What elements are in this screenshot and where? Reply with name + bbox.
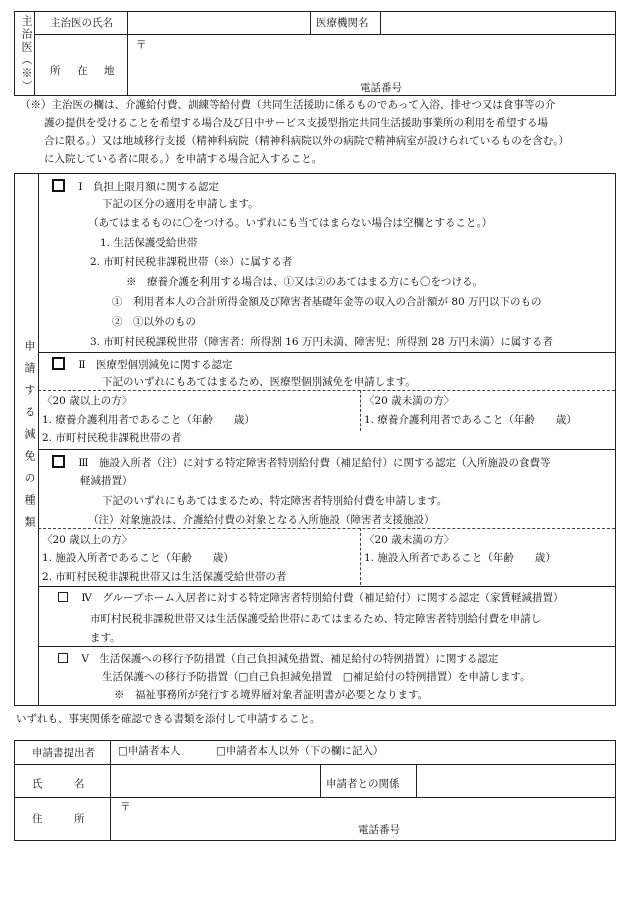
submitter-option-self[interactable]: □申請者本人 — [118, 745, 181, 757]
section-3-minor-heading: 〈20 歳未満の方〉 — [364, 534, 455, 546]
section-1-checkbox[interactable] — [52, 179, 65, 192]
doctor-note-line-3: 合に限る。）又は地域移行支援（精神科病院（精神科病院以外の病院で精神病室が設けられているものを含む。） — [44, 135, 569, 147]
section-3-checkbox[interactable] — [52, 455, 65, 468]
doctor-phone-label: 電話番号 — [360, 82, 402, 94]
footer-note: いずれも、事実関係を確認できる書類を添付して申請すること。 — [16, 713, 321, 725]
section-3-line-1: 下記のいずれにもあてはまるため、特定障害者特別給付費を申請します。 — [102, 495, 448, 507]
section-2-adult-item-2: 2. 市町村民税非課税世帯の者 — [42, 432, 182, 444]
section-1-line-5: ※ 療養介護を利用する場合は、①又は②のあてはまる方にも〇をつける。 — [126, 276, 483, 288]
doctor-postal-mark: 〒 — [136, 39, 147, 51]
section-1-line-4: 2. 市町村民税非課税世帯（※）に属する者 — [90, 256, 293, 268]
submitter-label: 申請書提出者 — [32, 747, 95, 759]
section-3-minor-item-1: 1. 施設入所者であること（年齢 歳） — [364, 552, 556, 564]
relation-label: 申請者との関係 — [326, 778, 400, 790]
section-2-adult-item-1: 1. 療養介護利用者であること（年齢 歳） — [42, 414, 255, 426]
section-2-minor-item-1: 1. 療養介護利用者であること（年齢 歳） — [364, 414, 577, 426]
section-4-line-2: ます。 — [90, 632, 121, 644]
section-1-line-7: ② ①以外のもの — [112, 316, 196, 328]
institution-field[interactable] — [383, 13, 611, 32]
doctor-side-label: 主治医（※） — [20, 15, 33, 93]
section-5-line-2: ※ 福祉事務所が発行する境界層対象者証明書が必要となります。 — [114, 689, 429, 701]
reduction-side-label: 申請する減免の種類 — [23, 340, 36, 538]
doctor-name-label: 主治医の氏名 — [50, 17, 113, 29]
submitter-phone-label: 電話番号 — [358, 824, 400, 836]
section-1-title: Ⅰ 負担上限月額に関する認定 — [52, 179, 219, 194]
submitter-address-label: 住 所 — [32, 813, 85, 825]
submitter-name-label: 氏 名 — [32, 778, 85, 790]
doctor-note-line-1: （※）主治医の欄は、介護給付費、訓練等給付費（共同生活援助に係るものであって入浴、排せつ又は食事等の介 — [20, 99, 556, 111]
submitter-postal-mark: 〒 — [120, 801, 131, 813]
section-3-title: Ⅲ 施設入所者（注）に対する特定障害者特別給付費（補足給付）に関する認定（入所施設の食費等 — [52, 455, 550, 470]
section-1-line-1: 下記の区分の適用を申請します。 — [102, 198, 259, 210]
section-3-title-cont: 軽減措置） — [80, 475, 133, 487]
section-1-line-6: ① 利用者本人の合計所得金額及び障害者基礎年金等の収入の合計額が 80 万円以下のもの — [112, 296, 542, 308]
doctor-name-field[interactable] — [130, 13, 308, 32]
section-4-checkbox[interactable] — [58, 592, 68, 602]
submitter-address-field[interactable] — [114, 800, 610, 822]
section-1-line-2: （あてはまるものに〇をつける。いずれにも当てはまらない場合は空欄とすること。） — [88, 217, 493, 229]
doctor-note-line-4: に入院している者に限る。）を申請する場合記入すること。 — [44, 153, 323, 165]
section-2-line-1: 下記のいずれにもあてはまるため、医療型個別減免を申請します。 — [102, 376, 416, 388]
section-2-title: Ⅱ 医療型個別減免に関する認定 — [52, 357, 232, 372]
section-5-title: Ⅴ 生活保護への移行予防措置（自己負担減免措置、補足給付の特例措置）に関する認定 — [58, 652, 498, 666]
doctor-address-field[interactable] — [130, 37, 610, 77]
section-4-title: Ⅳ グループホーム入居者に対する特定障害者特別給付費（補足給付）に関する認定（家賃軽減措置） — [58, 591, 564, 605]
section-2-minor-heading: 〈20 歳未満の方〉 — [364, 395, 455, 407]
relation-field[interactable] — [420, 767, 610, 794]
section-5-checkbox[interactable] — [58, 653, 68, 663]
submitter-name-field[interactable] — [114, 767, 316, 794]
section-4-line-1: 市町村民税非課税世帯又は生活保護受給世帯にあてはまるため、特定障害者特別給付費を申請し — [90, 613, 542, 625]
doctor-address-label: 所 在 地 — [50, 65, 118, 77]
section-2-adult-heading: 〈20 歳以上の方〉 — [42, 395, 133, 407]
section-3-adult-item-2: 2. 市町村民税非課税世帯又は生活保護受給世帯の者 — [42, 571, 287, 583]
doctor-note-line-2: 護の提供を受けることを希望する場合及び日中サービス支援型指定共同生活援助事業所の利用を希望する場 — [44, 117, 548, 129]
section-1-line-8: 3. 市町村民税課税世帯（障害者：所得割 16 万円未満、障害児：所得割 28 万円未満）に属する者 — [90, 336, 553, 348]
submitter-option-other[interactable]: □申請者本人以外（下の欄に記入） — [216, 745, 384, 757]
section-3-line-2: （注）対象施設は、介護給付費の対象となる入所施設（障害者支援施設） — [88, 514, 435, 526]
institution-label: 医療機関名 — [316, 17, 369, 29]
section-1-line-3: 1. 生活保護受給世帯 — [100, 237, 198, 249]
section-3-adult-item-1: 1. 施設入所者であること（年齢 歳） — [42, 552, 234, 564]
section-2-checkbox[interactable] — [52, 357, 65, 370]
section-3-adult-heading: 〈20 歳以上の方〉 — [42, 534, 133, 546]
section-5-line-1: 生活保護への移行予防措置（□自己負担減免措置 □補足給付の特例措置）を申請します。 — [102, 671, 531, 683]
